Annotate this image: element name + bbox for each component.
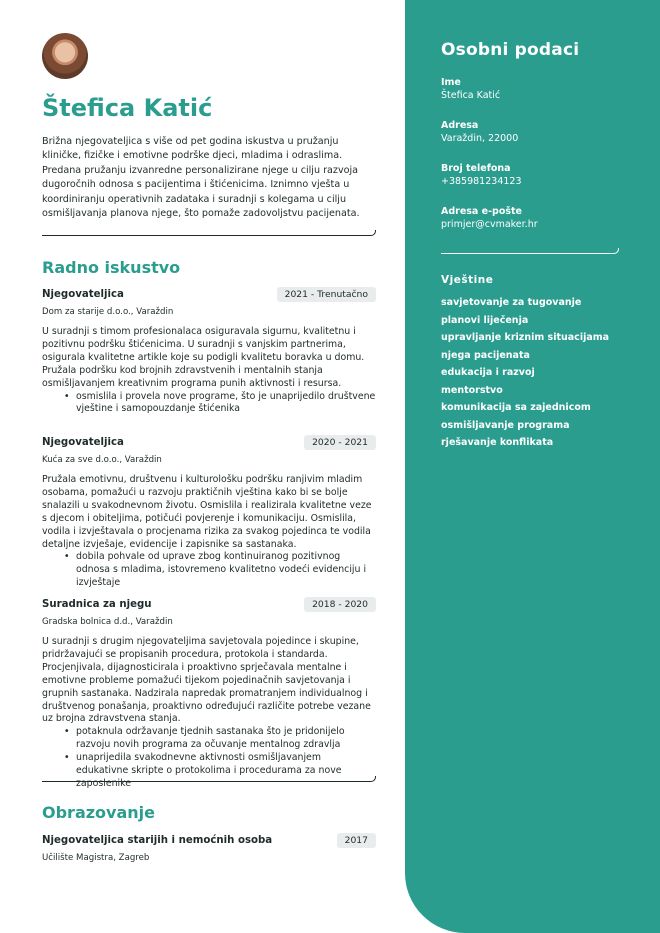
job-achievements [42,551,376,590]
skills-title: Vještine [441,274,494,286]
personal-info-value: primjer@cvmaker.hr [441,219,538,230]
skill-item: edukacija i razvoj [441,367,535,378]
personal-info-address [441,119,624,145]
section-divider [42,776,376,782]
job-achievements [42,391,376,417]
skill-item: planovi liječenja [441,314,529,326]
job-date-badge: 2018 - 2020 [304,597,376,612]
personal-info-phone [441,162,624,188]
personal-info-value: Varaždin, 22000 [441,133,519,144]
job-entry [42,596,376,791]
avatar [42,33,88,79]
skill-item: savjetovanje za tugovanje [441,297,582,308]
education-section-title: Obrazovanje [42,803,155,822]
skill-item: mentorstvo [441,384,503,396]
job-title: Suradnica za njegu [42,599,152,610]
job-achievement-item: • unaprijedila svakodnevne aktivnosti osmišljavanjem edukativne skripte o protokolima i procedurama za nove zaposlenike [64,752,376,791]
job-description: U suradnji s timom profesionalaca osiguravala sigurnu, kvalitetnu i pozitivnu podršku štićenicima. U suradnji s vanjskim partnerima, osigurala kvalitetne artikle koje su podigli kvalitetu boravka u domu. Pružala podršku kod brojnih zdravstvenih i mentalnih stanja osmišljavanjem kreativnim programa punih aktivnosti i resursa. [42,326,365,389]
personal-info-label: Broj telefona [441,163,511,174]
job-date-badge: 2020 - 2021 [304,435,376,450]
job-company: Dom za starije d.o.o., Varaždin [42,307,174,317]
personal-info-label: Adresa e-pošte [441,206,523,217]
experience-section-title: Radno iskustvo [42,258,181,277]
education-entry [42,832,376,863]
personal-info-label: Ime [441,77,461,88]
job-date-badge: 2021 - Trenutačno [277,287,376,302]
job-achievement-item: • potaknula održavanje tjednih sastanaka što je pridonijelo razvoju novih programa za očuvanje mentalnog zdravlja [64,726,376,752]
skill-item: rješavanje konflikata [441,437,554,448]
job-entry [42,286,376,416]
job-description: U suradnji s drugim njegovateljima savjetovala pojedince i skupine, pridržavajući se propisanih procedura, protokola i standarda. Procjenjivala, dijagnosticirala i proaktivno sprječavala mentalne i emotivne probleme pomažući tijekom pojedinačnih savjetovanja i grupnih sastanaka. Nadzirala napredak promatranjem individualnog i društvenog ponašanja, proaktivno određujući različite potrebe vezane uz brojna zdravstvena stanja. [42,636,371,725]
job-company: Kuća za sve d.o.o., Varaždin [42,455,162,465]
education-school: Učilište Magistra, Zagreb [42,853,150,863]
personal-info-email [441,205,624,231]
job-description: Pružala emotivnu, društvenu i kulturološku podršku ranjivim mladim osobama, pomažući u razvoju praktičnih vještina kako bi se bolje snalazili u svakodnevnom životu. Osmislila i realizirala kvalitetne veze s djecom i obiteljima, potičući povjerenje i komunikaciju. Osmislila, vodila i izvještavala o procjenama rizika za svakog pojedinca te vodila detaljne izvješaje, evidencije i zapisnike sa sastanaka. [42,474,372,550]
skill-item: njega pacijenata [441,349,530,361]
skill-item: upravljanje kriznim situacijama [441,332,610,343]
job-entry [42,434,376,590]
education-date-badge: 2017 [337,833,376,848]
job-achievement-item: • dobila pohvale od uprave zbog kontinuiranog pozitivnog odnosa s mladima, istovremeno kvalitetno vodeći evidenciju i izvještaje [64,551,376,590]
personal-info-value: Štefica Katić [441,90,501,101]
education-title: Njegovateljica starijih i nemoćnih osoba [42,835,273,846]
sidebar [405,0,660,933]
job-title: Njegovateljica [42,289,124,300]
candidate-name: Štefica Katić [42,94,213,122]
personal-info-label: Adresa [441,120,479,131]
job-company: Gradska bolnica d.d., Varaždin [42,617,173,627]
personal-info-title: Osobni podaci [441,40,580,60]
personal-info-name [441,76,624,102]
job-achievement-item: • osmislila i provela nove programe, što je unaprijedilo društvene vještine i samopouzdanje štićenika [64,391,376,417]
skill-item: komunikacija sa zajednicom [441,402,591,413]
skill-item: osmišljavanje programa [441,419,570,431]
sidebar-divider [441,248,619,254]
section-divider [42,230,376,236]
job-title: Njegovateljica [42,437,124,448]
personal-info-value: +385981234123 [441,176,522,187]
profile-summary: Brižna njegovateljica s više od pet godina iskustva u pružanju kliničke, fizičke i emotivne podrške djeci, mladima i odraslima. Predana pružanju izvanredne personalizirane njege u cilju razvoja dugoročnih odnosa s pacijentima i štićenicima. Iznimno vješta u koordiniranju operativnih zadataka i suradnji s kolegama u cilju osmišljavanja planova njege, što pomaže zadovoljstvu pacijenata. [42,136,360,220]
